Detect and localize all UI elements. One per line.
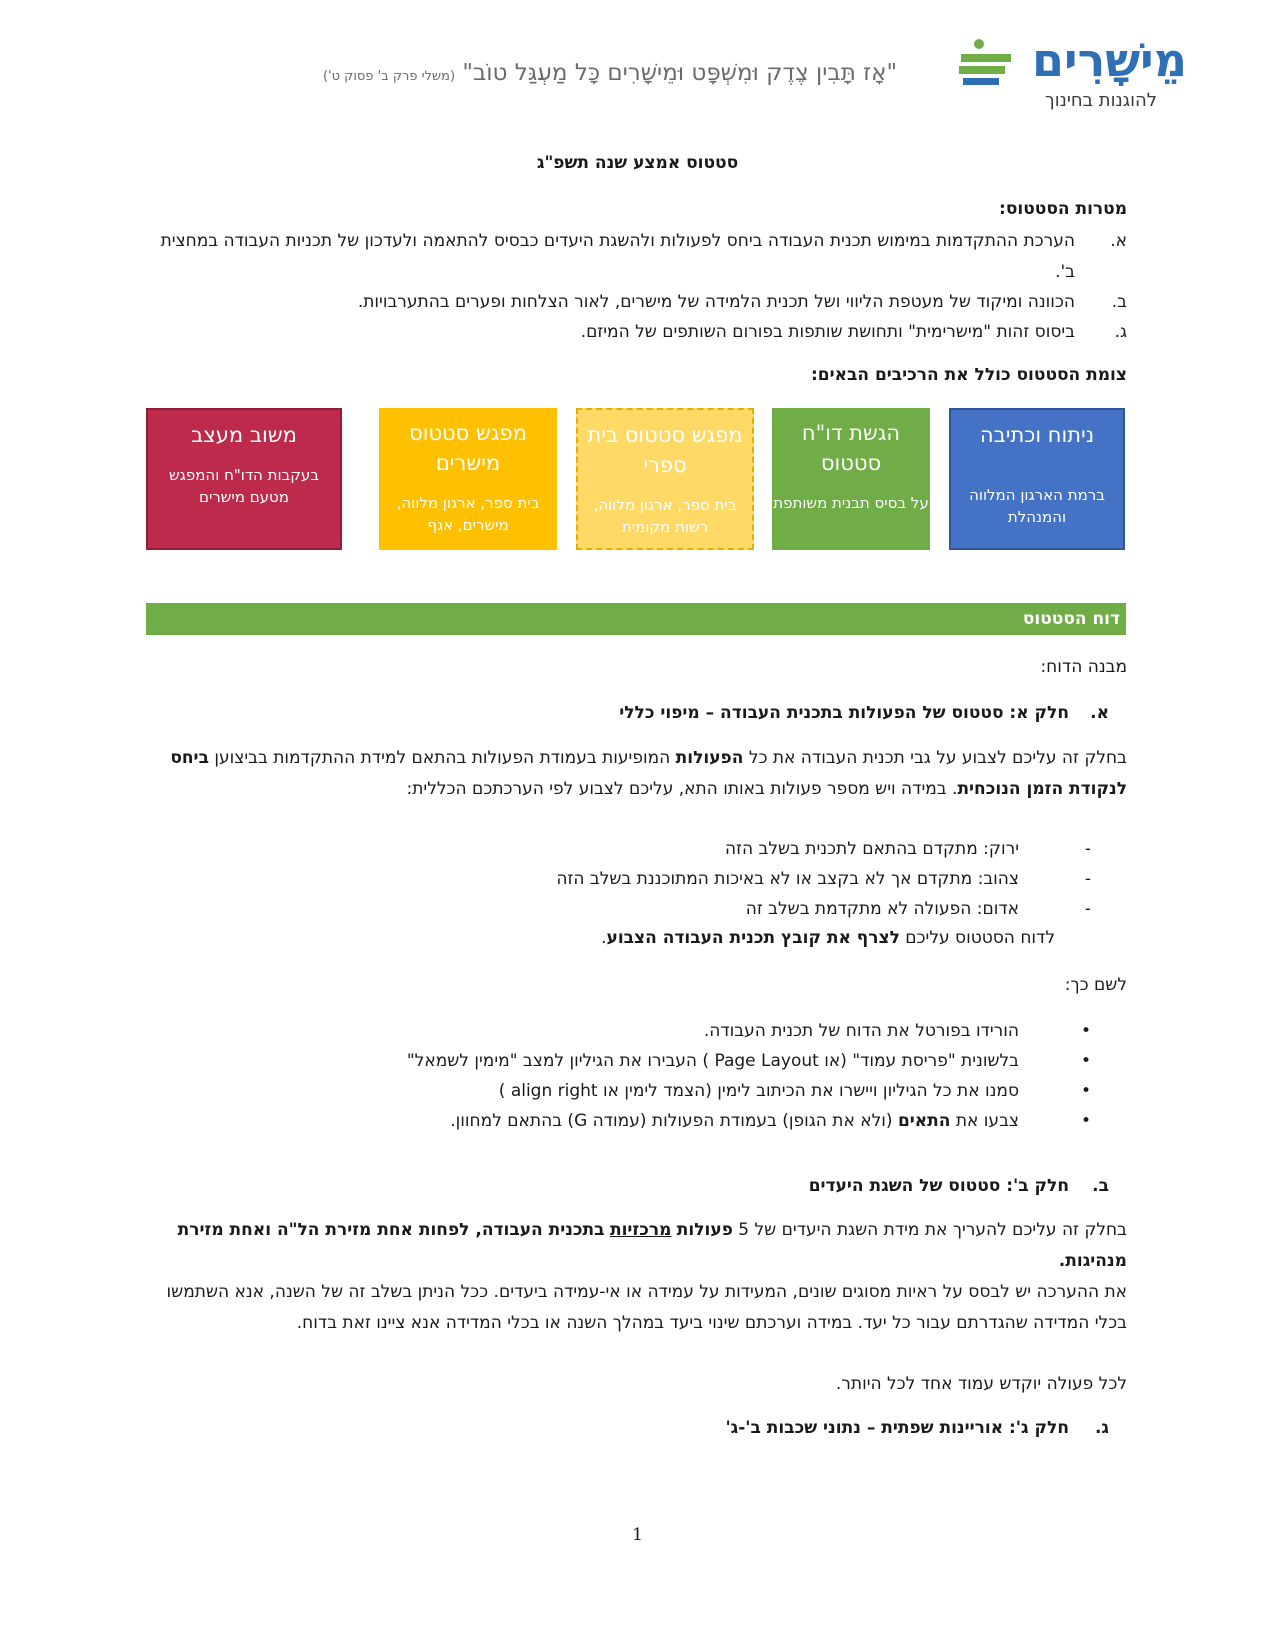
logo-name: מֵישָׁרִים [1032, 33, 1187, 87]
header-quote [310, 60, 910, 86]
page-number: 1 [632, 1525, 643, 1545]
document-title: סטטוס אמצע שנה תשפ"ג [536, 153, 739, 173]
part-b-paragraph-1 [137, 1215, 1127, 1277]
attach-text: לדוח הסטטוס עליכם [905, 928, 1055, 948]
components-heading: צומת הסטטוס כולל את הרכיבים הבאים: [810, 365, 1127, 385]
howto-label: לשם כך: [1064, 975, 1127, 995]
part-c-marker: ג. [1094, 1418, 1109, 1438]
bullet-marker: • [1080, 1111, 1091, 1131]
part-c-heading [137, 1413, 1127, 1443]
part-b-bold-a: פעולות [676, 1220, 733, 1240]
part-a-title: חלק א: סטטוס של הפעולות בתכנית העבודה – מיפוי כללי [619, 703, 1069, 723]
color-legend-item [137, 864, 1127, 894]
bullet-marker: • [1080, 1051, 1091, 1071]
component-box-school-meeting [576, 408, 754, 550]
step4-bold: התאים [897, 1111, 951, 1131]
step-text [137, 1106, 1039, 1136]
goal-item [137, 226, 1127, 288]
step4-text-2: (ולא את הגופן) בעמודת הפעולות (עמודה G) בהתאם למחוון. [450, 1111, 893, 1131]
box-title: מפגש סטטוס מישרים [409, 421, 527, 475]
color-legend-item [137, 894, 1127, 924]
step-item [137, 1046, 1127, 1076]
box-subtitle: על בסיס תבנית משותפת [773, 494, 929, 512]
box-subtitle: ברמת הארגון המלווה והמנהלת [969, 486, 1105, 526]
part-a-text-1: בחלק זה עליכם לצבוע על גבי תכנית העבודה את כל [748, 748, 1127, 768]
step-item [137, 1106, 1127, 1136]
dash-marker: - [1084, 899, 1091, 919]
part-a-heading [137, 698, 1127, 728]
box-title: הגשת דו"ח סטטוס [801, 421, 901, 475]
color-yellow-text: צהוב: מתקדם אך לא בקצב או לא באיכות המתוכננת בשלב הזה [556, 869, 1019, 889]
part-b-marker: ב. [1092, 1176, 1109, 1196]
goal-marker: א. [1110, 231, 1127, 251]
goal-item [137, 317, 1127, 347]
part-b-underline: מרכזיות [609, 1220, 672, 1240]
component-box-meisharim-meeting [379, 408, 557, 550]
part-a-text-3: . במידה ויש מספר פעולות באותו התא, עליכם לצבוע לפי הערכתכם הכללית: [406, 779, 958, 799]
box-subtitle: בית ספר, ארגון מלווה, רשות מקומית [593, 496, 737, 536]
attach-period: . [601, 928, 607, 948]
quote-text: "אָז תָּבִין צֶדֶק וּמִשְׁפָּט וּמֵישָׁרִים כָּל מַעְגַּל טוֹב" [462, 60, 898, 86]
goal-text: הכוונה ומיקוד של מעטפת הליווי ושל תכנית הלמידה של מישרים, לאור הצלחות ופערים בהתערבויות. [357, 292, 1075, 312]
part-a-paragraph [137, 743, 1127, 805]
goal-item [137, 287, 1127, 317]
logo-tagline: להוגנות בחינוך [1045, 90, 1157, 111]
part-b-title: חלק ב': סטטוס של השגת היעדים [808, 1176, 1069, 1196]
step-text: בלשונית "פריסת עמוד" (או Page Layout ) העבירו את הגיליון למצב "מימין לשמאל" [406, 1051, 1019, 1071]
box-title: ניתוח וכתיבה [979, 423, 1095, 447]
bullet-marker: • [1080, 1081, 1091, 1101]
color-green-text: ירוק: מתקדם בהתאם לתכנית בשלב הזה [725, 839, 1019, 859]
goal-text: ביסוס זהות "מישרימית" ותחושת שותפות בפורום השותפים של המיזם. [580, 322, 1075, 342]
logo [957, 32, 1187, 118]
part-b-paragraph-2: את ההערכה יש לבסס על ראיות מסוגים שונים, המעידות על עמידה או אי-עמידה ביעדים. ככל הניתן בשלב זה של השנה, אנא השתמשו בכלי המדידה שהגדרתם עבור כל יעד. במידה וערכתם שינוי ביעד במהלך השנה או בכלי המדידה אנא ציינו זאת בדוח. [166, 1282, 1127, 1333]
step-item [137, 1016, 1127, 1046]
step-text: סמנו את כל הגיליון ויישרו את הכיתוב לימין (הצמד לימין או align right ) [498, 1081, 1019, 1101]
component-box-report [772, 408, 930, 550]
structure-label: מבנה הדוח: [1040, 657, 1127, 677]
goal-text: הערכת ההתקדמות במימוש תכנית העבודה ביחס לפעולות ולהשגת היעדים כבסיס להתאמה ולעדכון של תכניות העבודה במחצית ב'. [160, 231, 1075, 282]
logo-mark-icon [957, 38, 1013, 88]
quote-source: (משלי פרק ב' פסוק ט') [322, 69, 456, 84]
component-box-feedback [146, 408, 342, 550]
color-legend-item [137, 834, 1127, 864]
step-item [137, 1076, 1127, 1106]
part-c-title: חלק ג': אוריינות שפתית – נתוני שכבות ב'-ג' [725, 1418, 1069, 1438]
part-a-bold-1: הפעולות [675, 748, 744, 768]
part-a-bold-2: ביחס לנקודת הזמן הנוכחית [170, 748, 1127, 799]
bullet-marker: • [1080, 1021, 1091, 1041]
goals-heading: מטרות הסטטוס: [999, 199, 1127, 219]
step-text: הורידו בפורטל את הדוח של תכנית העבודה. [703, 1021, 1019, 1041]
part-a-marker: א. [1090, 703, 1109, 723]
part-b-bold-b: בתכנית העבודה, לפחות אחת מזירת הל"ה ואחת מזירת מנהיגות. [177, 1220, 1127, 1271]
part-b-heading [137, 1171, 1127, 1201]
attach-instruction [135, 923, 1055, 954]
goal-marker: ב. [1111, 292, 1127, 312]
step4-text-1: צבעו את [955, 1111, 1019, 1131]
part-a-text-2: המופיעות בעמודת הפעולות בהתאם למידת ההתקדמות בביצוען [214, 748, 671, 768]
report-section-bar: דוח הסטטוס [146, 603, 1126, 635]
attach-bold: לצרף את קובץ תכנית העבודה הצבוע [606, 928, 900, 948]
part-b-paragraph-3: לכל פעולה יוקדש עמוד אחד לכל היותר. [835, 1374, 1127, 1394]
goal-marker: ג. [1114, 322, 1127, 342]
part-b-text-1: בחלק זה עליכם להעריך את מידת השגת היעדים של 5 [738, 1220, 1127, 1240]
box-subtitle: בעקבות הדו"ח והמפגש מטעם מישרים [169, 466, 319, 506]
dash-marker: - [1084, 869, 1091, 889]
dash-marker: - [1084, 839, 1091, 859]
box-title: מפגש סטטוס בית ספרי [587, 423, 743, 477]
box-title: משוב מעצב [191, 423, 297, 447]
component-box-analysis [949, 408, 1125, 550]
color-red-text: אדום: הפעולה לא מתקדמת בשלב זה [745, 899, 1019, 919]
box-subtitle: בית ספר, ארגון מלווה, מישרים, אגף [396, 494, 540, 534]
